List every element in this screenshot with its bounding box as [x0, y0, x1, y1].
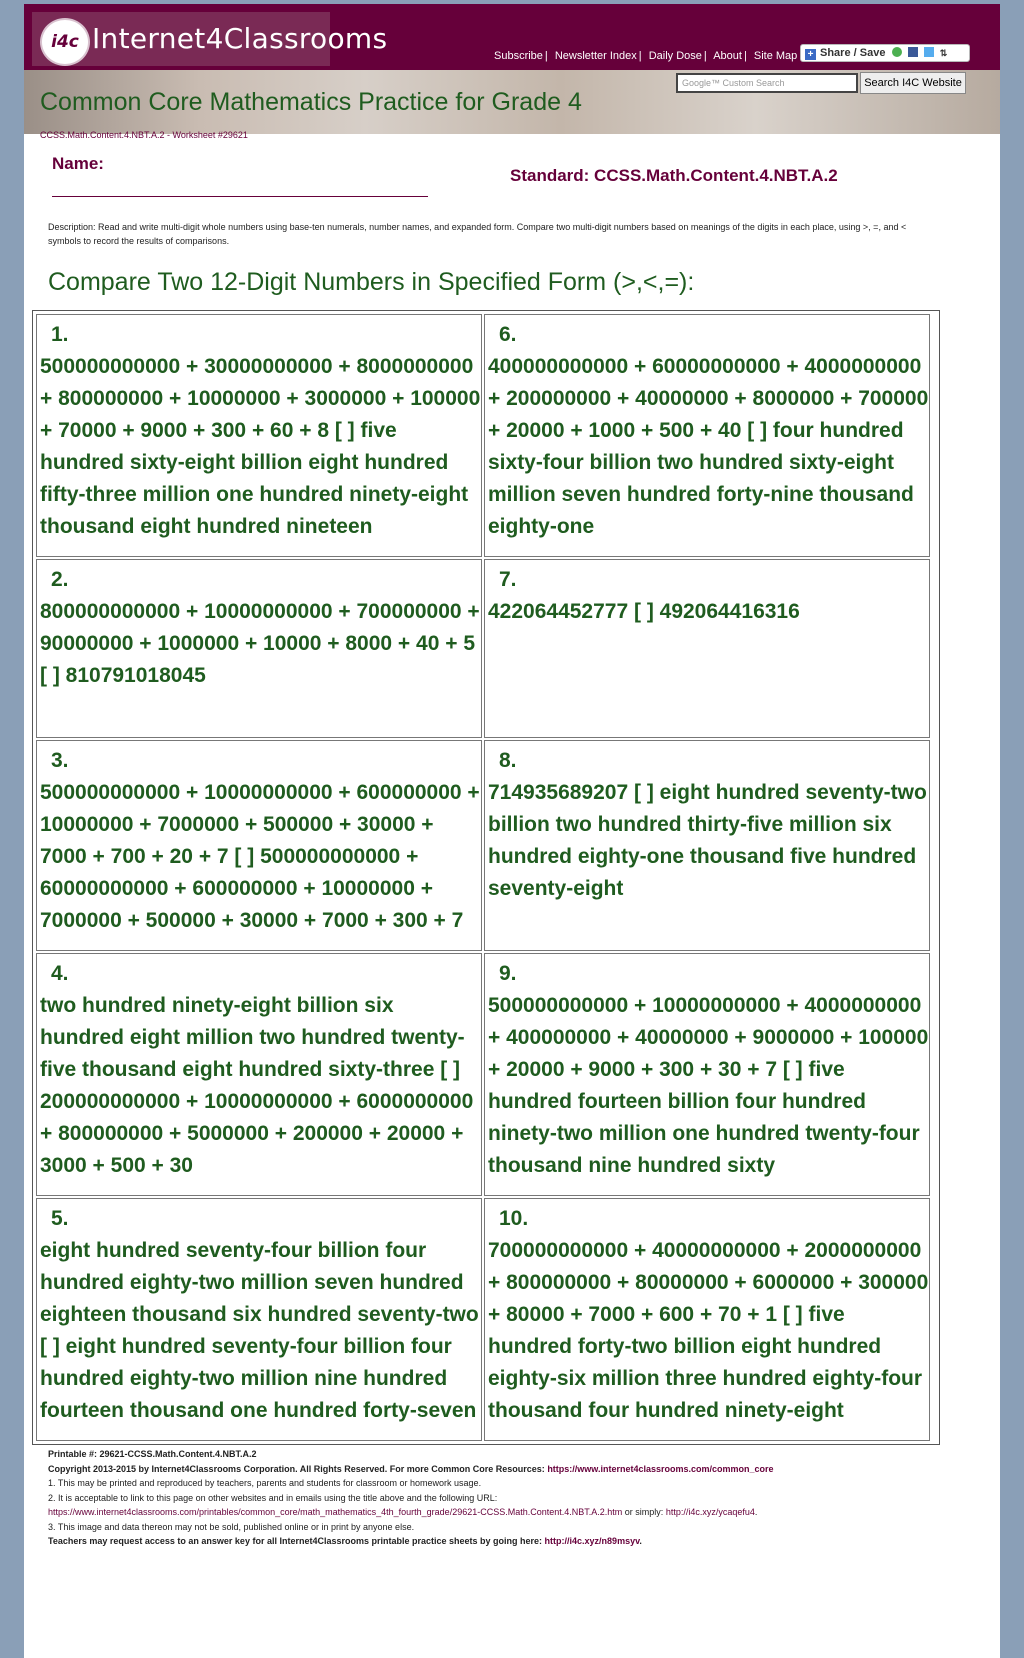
search-button[interactable]: Search I4C Website: [860, 72, 966, 94]
top-bar: [24, 4, 1000, 70]
problem-text: two hundred ninety-eight billion six hundred eight million two hundred twenty-five thousand eight hundred sixty-three [ ] 200000000000 + 10000000000 + 6000000000 + 800000000 + 5000000 + 200000 + 20000 + 3000 + 500 + 30: [40, 994, 474, 1177]
problem-row: [35, 952, 937, 1197]
site-logo[interactable]: [32, 12, 388, 66]
nav-link-newsletter-index[interactable]: Newsletter Index: [554, 50, 637, 62]
page-title: Common Core Mathematics Practice for Grade 4: [40, 88, 582, 116]
problem-row: [35, 313, 937, 558]
problem-grid: [32, 310, 940, 1445]
answer-key-link[interactable]: http://i4c.xyz/n89msyv: [544, 1536, 640, 1546]
answer-key-note: Teachers may request access to an answer key for all Internet4Classrooms printable practice sheets by going here: http://i4c.xyz/n89msyv.: [48, 1536, 642, 1546]
footer-urls: https://www.internet4classrooms.com/printables/common_core/math_mathematics_4th_fourth_grade/29621-CCSS.Math.Content.4.NBT.A.2.htm or simply: http://i4c.xyz/ycaqefu4.: [48, 1507, 758, 1517]
problem-row: [35, 1197, 937, 1442]
nav-link-daily-dose[interactable]: Daily Dose: [648, 50, 702, 62]
nav-link-site-map[interactable]: Site Map: [753, 50, 798, 62]
problem-text: 500000000000 + 30000000000 + 8000000000 + 800000000 + 10000000 + 3000000 + 100000 + 70000 + 9000 + 300 + 60 + 8 [ ] five hundred sixty-eight billion eight hundred fifty-three million one hundred ninety-eight thousand eight hundred nineteen: [40, 355, 481, 538]
page: [24, 4, 1000, 1658]
share-save-button[interactable]: [800, 44, 970, 62]
or-simply-text: or simply:: [624, 1507, 664, 1517]
section-title: Compare Two 12-Digit Numbers in Specified Form (>,<,=):: [48, 268, 695, 296]
problem-number: 5.: [51, 1207, 69, 1230]
problem-cell-8: [484, 740, 930, 951]
problem-number: 2.: [51, 568, 69, 591]
problem-cell-2: [36, 559, 482, 738]
search-input[interactable]: Google™ Custom Search: [676, 73, 858, 93]
worksheet-url-link[interactable]: https://www.internet4classrooms.com/printables/common_core/math_mathematics_4th_fourth_grade/29621-CCSS.Math.Content.4.NBT.A.2.htm: [48, 1507, 623, 1517]
share-label: Share / Save: [820, 47, 886, 59]
teachers-text: Teachers may request access to an answer key for all Internet4Classrooms printable practice sheets by going here:: [48, 1536, 543, 1546]
share-plus-icon: +: [805, 49, 816, 60]
problem-text: eight hundred seventy-four billion four hundred eighty-two million seven hundred eighteen thousand six hundred seventy-two [ ] eight hundred seventy-four billion four hundred eighty-two million nine hundred fourteen thousand one hundred forty-seven: [40, 1239, 479, 1422]
problem-cell-7: [484, 559, 930, 738]
problem-cell-3: [36, 740, 482, 951]
problem-number: 8.: [499, 749, 517, 772]
name-label: Name:: [52, 154, 104, 173]
problem-row: [35, 558, 937, 739]
problem-number: 3.: [51, 749, 69, 772]
chevron-updown-icon: ⇅: [939, 48, 948, 58]
problem-row: [35, 739, 937, 952]
common-core-link[interactable]: https://www.internet4classrooms.com/common_core: [547, 1463, 774, 1474]
share-email-icon: [892, 47, 902, 57]
top-nav: Subscribe | Newsletter Index | Daily Dose | About | Site Map: [494, 50, 798, 62]
problem-cell-9: [484, 953, 930, 1196]
logo-badge-icon: i4c: [40, 18, 90, 66]
problem-text: 500000000000 + 10000000000 + 4000000000 + 400000000 + 40000000 + 9000000 + 100000 + 20000 + 9000 + 300 + 30 + 7 [ ] five hundred fourteen billion four hundred ninety-two million one hundred twenty-four thousand nine hundred sixty: [488, 994, 929, 1177]
twitter-icon: [924, 47, 934, 57]
problem-number: 9.: [499, 962, 517, 985]
footer: [48, 1447, 978, 1549]
standard-label: Standard: CCSS.Math.Content.4.NBT.A.2: [510, 166, 838, 185]
nav-link-subscribe[interactable]: Subscribe: [494, 50, 543, 62]
short-url-link[interactable]: http://i4c.xyz/ycaqefu4: [665, 1507, 755, 1517]
problem-text: 500000000000 + 10000000000 + 600000000 + 10000000 + 7000000 + 500000 + 30000 + 7000 + 700 + 20 + 7 [ ] 500000000000 + 60000000000 + 600000000 + 10000000 + 7000000 + 500000 + 30000 + 7000 + 300 + 7: [40, 781, 480, 932]
problem-cell-1: [36, 314, 482, 557]
problem-number: 4.: [51, 962, 69, 985]
problem-cell-6: [484, 314, 930, 557]
problem-text: 714935689207 [ ] eight hundred seventy-two billion two hundred thirty-five million six hundred eighty-one thousand five hundred seventy-eight: [488, 781, 927, 900]
problem-number: 7.: [499, 568, 517, 591]
problem-cell-5: [36, 1198, 482, 1441]
copyright-text: Copyright 2013-2015 by Internet4Classrooms Corporation. All Rights Reserved. For more Common Core Resources:: [48, 1463, 545, 1474]
problem-text: 422064452777 [ ] 492064416316: [488, 600, 800, 623]
footer-line-1: 1. This may be printed and reproduced by teachers, parents and students for classroom or homework usage.: [48, 1478, 482, 1488]
problem-number: 1.: [51, 323, 69, 346]
nav-link-about[interactable]: About: [713, 50, 742, 62]
printable-number: Printable #: 29621-CCSS.Math.Content.4.NBT.A.2: [48, 1449, 257, 1459]
footer-line-3: 3. This image and data thereon may not be sold, published online or in print by anyone else.: [48, 1521, 415, 1532]
problem-number: 10.: [499, 1207, 529, 1230]
worksheet-id: CCSS.Math.Content.4.NBT.A.2 - Worksheet #29621: [40, 130, 248, 140]
problem-cell-10: [484, 1198, 930, 1441]
problem-text: 800000000000 + 10000000000 + 700000000 + 90000000 + 1000000 + 10000 + 8000 + 40 + 5 [ ] 810791018045: [40, 600, 480, 687]
copyright: [48, 1462, 978, 1477]
problem-text: 400000000000 + 60000000000 + 4000000000 + 200000000 + 40000000 + 8000000 + 700000 + 20000 + 1000 + 500 + 40 [ ] four hundred sixty-four billion two hundred sixty-eight million seven hundred forty-nine thousand eighty-one: [488, 355, 929, 538]
footer-line-2: 2. It is acceptable to link to this page on other websites and in emails using the title above and the following URL:: [48, 1492, 498, 1503]
problem-number: 6.: [499, 323, 517, 346]
facebook-icon: [908, 47, 918, 57]
name-underline: [52, 196, 428, 197]
logo-text: Internet4Classrooms: [92, 22, 388, 55]
problem-cell-4: [36, 953, 482, 1196]
description: Description: Read and write multi-digit whole numbers using base-ten numerals, number names, and expanded form. Compare two multi-digit numbers based on meanings of the digits in each place, using >, =, and < symbols to record the results of comparisons.: [48, 222, 907, 246]
problem-text: 700000000000 + 40000000000 + 2000000000 + 800000000 + 80000000 + 6000000 + 300000 + 80000 + 7000 + 600 + 70 + 1 [ ] five hundred forty-two billion eight hundred eighty-six million three hundred eighty-four thousand four hundred ninety-eight: [488, 1239, 929, 1422]
